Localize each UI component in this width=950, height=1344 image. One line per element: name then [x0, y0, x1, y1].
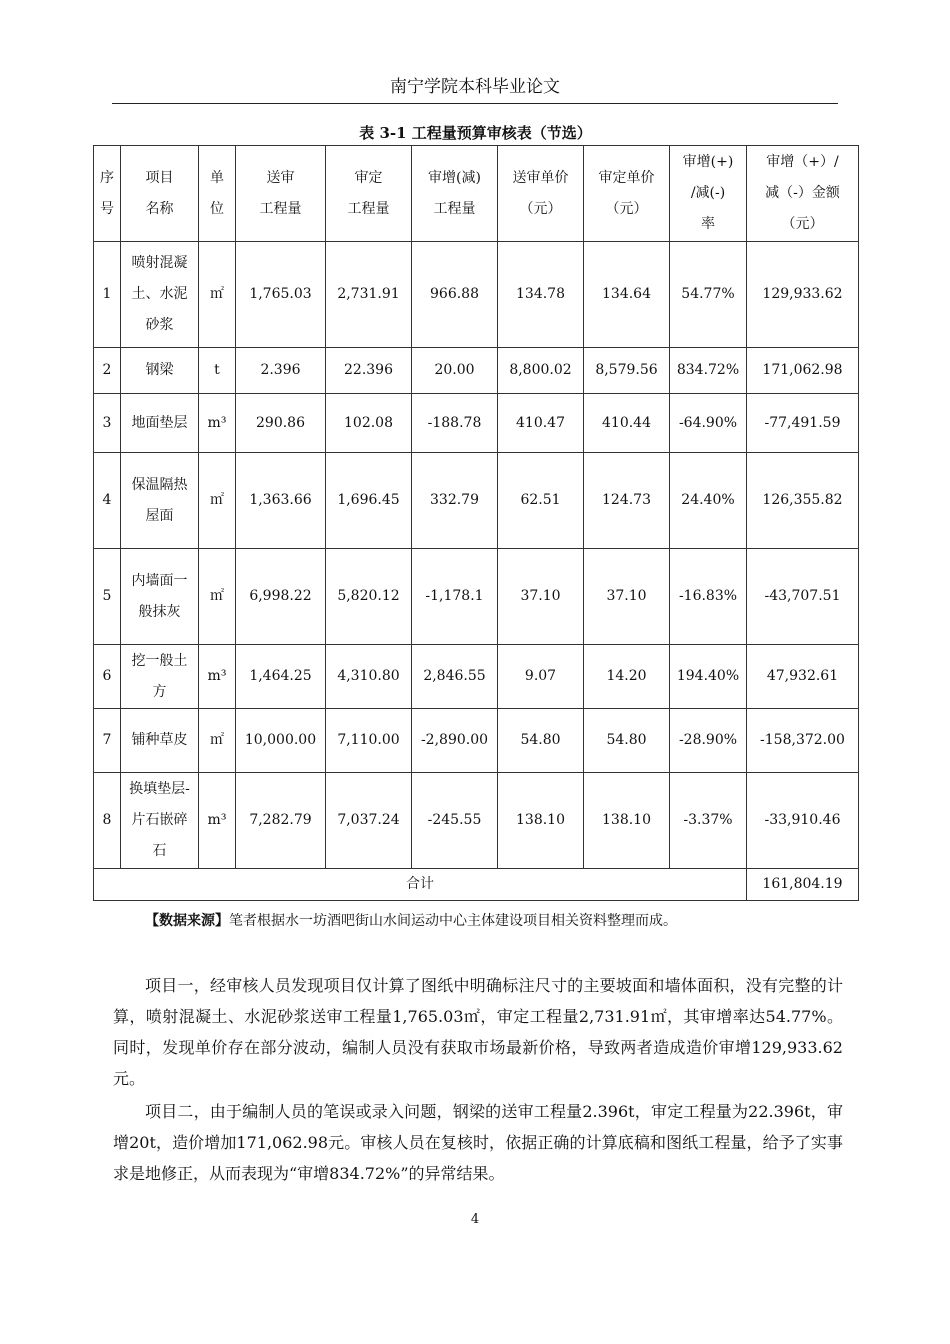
- cell-submitted-price: 138.10: [498, 773, 584, 869]
- header-cell-line: 减（-）金额: [765, 185, 840, 201]
- cell-diff-qty: -1,178.1: [412, 549, 498, 645]
- cell-no: 3: [94, 394, 121, 453]
- cell-submitted-qty: 2.396: [236, 348, 326, 394]
- cell-name: 内墙面一般抹灰: [121, 549, 199, 645]
- cell-submitted-qty: 7,282.79: [236, 773, 326, 869]
- table-row: [94, 453, 859, 549]
- cell-name: 喷射混凝土、水泥砂浆: [121, 242, 199, 348]
- cell-amount: -158,372.00: [747, 709, 859, 773]
- cell-submitted-qty: 1,765.03: [236, 242, 326, 348]
- cell-approved-price: 37.10: [584, 549, 670, 645]
- cell-amount: 47,932.61: [747, 645, 859, 709]
- budget-review-table: [93, 145, 859, 901]
- cell-no: 6: [94, 645, 121, 709]
- table-caption: 表 3-1 工程量预算审核表（节选）: [359, 124, 592, 142]
- cell-rate: -64.90%: [670, 394, 747, 453]
- cell-name: 挖一般土方: [121, 645, 199, 709]
- header-cell-line: 项目: [145, 169, 174, 186]
- cell-approved-qty: 2,731.91: [326, 242, 412, 348]
- cell-diff-qty: 2,846.55: [412, 645, 498, 709]
- table-row: [94, 549, 859, 645]
- cell-submitted-price: 134.78: [498, 242, 584, 348]
- header-cell: [326, 146, 412, 242]
- cell-unit: m³: [199, 645, 236, 709]
- source-label: 【数据来源】: [145, 913, 229, 929]
- cell-unit: m³: [199, 394, 236, 453]
- cell-diff-qty: 20.00: [412, 348, 498, 394]
- cell-approved-qty: 7,110.00: [326, 709, 412, 773]
- header-cell: [498, 146, 584, 242]
- cell-rate: -16.83%: [670, 549, 747, 645]
- cell-unit: m³: [199, 773, 236, 869]
- cell-no: 2: [94, 348, 121, 394]
- cell-unit: t: [199, 348, 236, 394]
- header-cell-line: 审增(+): [682, 154, 734, 170]
- cell-amount: 126,355.82: [747, 453, 859, 549]
- cell-approved-price: 410.44: [584, 394, 670, 453]
- cell-diff-qty: -188.78: [412, 394, 498, 453]
- table-row: [94, 242, 859, 348]
- cell-diff-qty: -245.55: [412, 773, 498, 869]
- cell-rate: 834.72%: [670, 348, 747, 394]
- table-row: [94, 348, 859, 394]
- cell-approved-price: 138.10: [584, 773, 670, 869]
- cell-rate: 24.40%: [670, 453, 747, 549]
- cell-no: 8: [94, 773, 121, 869]
- cell-approved-qty: 1,696.45: [326, 453, 412, 549]
- cell-diff-qty: 966.88: [412, 242, 498, 348]
- cell-approved-price: 8,579.56: [584, 348, 670, 394]
- cell-approved-qty: 102.08: [326, 394, 412, 453]
- table-row: [94, 645, 859, 709]
- cell-submitted-qty: 1,464.25: [236, 645, 326, 709]
- total-label: 合计: [94, 869, 747, 901]
- source-text: 笔者根据水一坊酒吧街山水间运动中心主体建设项目相关资料整理而成。: [229, 913, 677, 929]
- cell-name: 铺种草皮: [121, 709, 199, 773]
- cell-unit: ㎡: [199, 453, 236, 549]
- header-cell: [412, 146, 498, 242]
- header-cell: [94, 146, 121, 242]
- header-cell-line: 送审单价: [512, 169, 569, 186]
- header-cell-line: 审定: [354, 169, 383, 186]
- table-row: [94, 773, 859, 869]
- table-total-row: [94, 869, 859, 901]
- header-cell-line: 名称: [145, 200, 174, 217]
- cell-unit: ㎡: [199, 242, 236, 348]
- cell-submitted-qty: 290.86: [236, 394, 326, 453]
- header-cell-line: 位: [210, 200, 224, 217]
- page-number: 4: [470, 1212, 480, 1227]
- header-cell: [121, 146, 199, 242]
- cell-unit: ㎡: [199, 709, 236, 773]
- header-cell-line: 审增(减): [428, 169, 481, 186]
- header-cell: [747, 146, 859, 242]
- cell-unit: ㎡: [199, 549, 236, 645]
- running-header: 南宁学院本科毕业论文: [112, 72, 838, 104]
- cell-amount: -77,491.59: [747, 394, 859, 453]
- cell-submitted-qty: 6,998.22: [236, 549, 326, 645]
- header-cell-line: 工程量: [433, 200, 476, 217]
- cell-approved-qty: 4,310.80: [326, 645, 412, 709]
- cell-approved-qty: 22.396: [326, 348, 412, 394]
- cell-name: 地面垫层: [121, 394, 199, 453]
- header-cell-line: 工程量: [259, 200, 302, 217]
- cell-amount: -33,910.46: [747, 773, 859, 869]
- paragraph-project-one: 项目一，经审核人员发现项目仅计算了图纸中明确标注尺寸的主要坡面和墙体面积，没有完整的计算，喷射混凝土、水泥砂浆送审工程量1,765.03㎡，审定工程量2,731.91㎡，其审增率达54.77%。同时，发现单价存在部分波动，编制人员没有获取市场最新价格，导致两者造成造价审增129,933.62元。: [113, 976, 843, 1088]
- header-cell-line: /减(-): [690, 185, 726, 201]
- header-cell: [584, 146, 670, 242]
- cell-approved-price: 54.80: [584, 709, 670, 773]
- total-amount: 161,804.19: [747, 869, 859, 901]
- cell-approved-price: 124.73: [584, 453, 670, 549]
- cell-amount: -43,707.51: [747, 549, 859, 645]
- header-cell-line: 工程量: [347, 200, 390, 217]
- cell-submitted-price: 62.51: [498, 453, 584, 549]
- header-cell-line: （元）: [519, 200, 562, 217]
- header-cell-line: 审定单价: [598, 169, 655, 186]
- cell-submitted-qty: 10,000.00: [236, 709, 326, 773]
- header-cell-line: 号: [100, 200, 114, 217]
- cell-approved-price: 134.64: [584, 242, 670, 348]
- table-row: [94, 709, 859, 773]
- cell-submitted-price: 37.10: [498, 549, 584, 645]
- cell-submitted-price: 8,800.02: [498, 348, 584, 394]
- table-row: [94, 394, 859, 453]
- cell-approved-qty: 5,820.12: [326, 549, 412, 645]
- cell-rate: -3.37%: [670, 773, 747, 869]
- header-cell-line: 审增（+）/: [766, 154, 839, 170]
- cell-amount: 171,062.98: [747, 348, 859, 394]
- cell-rate: 54.77%: [670, 242, 747, 348]
- cell-no: 7: [94, 709, 121, 773]
- cell-rate: 194.40%: [670, 645, 747, 709]
- cell-amount: 129,933.62: [747, 242, 859, 348]
- cell-name: 换填垫层-片石嵌碎石: [121, 773, 199, 869]
- cell-name: 钢梁: [121, 348, 199, 394]
- cell-submitted-price: 410.47: [498, 394, 584, 453]
- cell-approved-qty: 7,037.24: [326, 773, 412, 869]
- cell-no: 4: [94, 453, 121, 549]
- header-cell: [670, 146, 747, 242]
- header-cell-line: 单: [210, 169, 224, 186]
- cell-no: 5: [94, 549, 121, 645]
- header-cell: [236, 146, 326, 242]
- cell-submitted-qty: 1,363.66: [236, 453, 326, 549]
- paragraph-project-two: 项目二，由于编制人员的笔误或录入问题，钢梁的送审工程量2.396t，审定工程量为22.396t，审增20t，造价增加171,062.98元。审核人员在复核时，依据正确的计算底稿和图纸工程量，给予了实事求是地修正，从而表现为“审增834.72%”的异常结果。: [113, 1102, 843, 1183]
- header-cell-line: （元）: [605, 200, 648, 217]
- cell-rate: -28.90%: [670, 709, 747, 773]
- cell-no: 1: [94, 242, 121, 348]
- header-cell: [199, 146, 236, 242]
- header-cell-line: 率: [701, 216, 715, 232]
- cell-approved-price: 14.20: [584, 645, 670, 709]
- cell-diff-qty: -2,890.00: [412, 709, 498, 773]
- header-cell-line: 送审: [266, 169, 295, 186]
- cell-submitted-price: 9.07: [498, 645, 584, 709]
- header-cell-line: 序: [100, 169, 114, 186]
- cell-name: 保温隔热屋面: [121, 453, 199, 549]
- cell-diff-qty: 332.79: [412, 453, 498, 549]
- table-header-row: [94, 146, 859, 242]
- cell-submitted-price: 54.80: [498, 709, 584, 773]
- data-source-note: [145, 910, 677, 930]
- header-cell-line: （元）: [781, 216, 824, 232]
